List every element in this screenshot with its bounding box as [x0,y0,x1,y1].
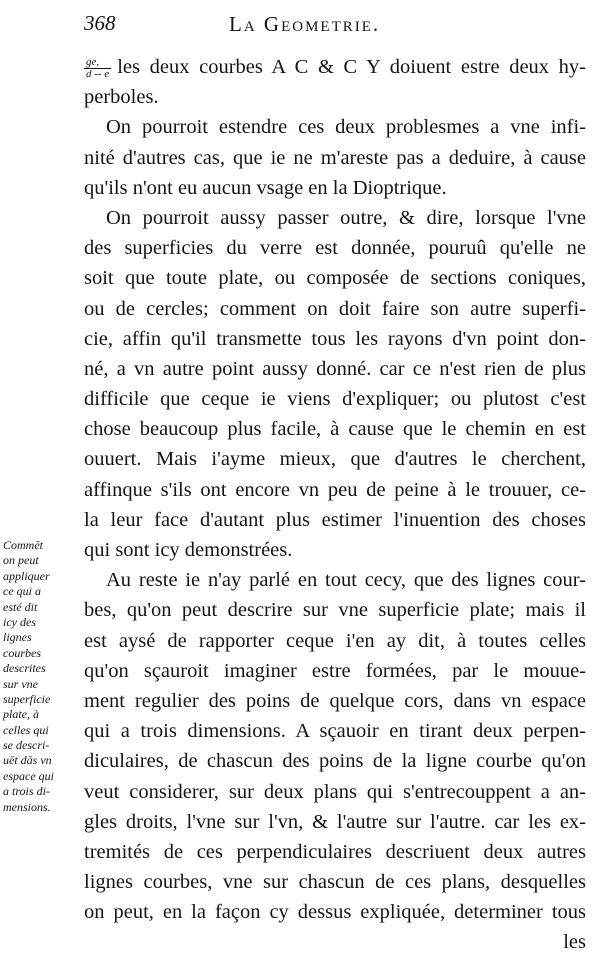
body-text [84,52,586,958]
page-number: 368 [84,11,116,35]
page-header [84,11,584,39]
text-line: nité d'autres cas, que ie ne m'areste pas a deduire, à cause [84,146,586,169]
text-line: est aysé de rapporter ceque i'en ay dit, à toutes celles [84,629,586,652]
margin-note-line: celles qui [3,722,49,737]
text-line: bes, qu'on peut descrire sur vne superficie plate; mais il [84,599,586,622]
margin-note-line: lignes [3,630,32,645]
text-line: ou de cercles; comment on doit faire son autre superfi- [84,297,586,320]
text-line: lignes courbes, vne sur chascun de ces plans, desquelles [84,871,586,894]
text-line: gles droits, l'vne sur l'vn, & l'autre sur l'autre. car les ex- [84,810,586,833]
margin-note-line: Commēt [3,538,43,552]
text-line: des superficies du verre est donnée, pouruû qu'elle ne [84,237,586,260]
margin-note-line: esté dit [3,599,38,614]
text-line: ment regulier des poins de quelque cors, dans vn espace [84,689,586,712]
margin-note-line: sur vne [3,676,38,691]
formula-numerator: ge, [84,57,111,69]
text-line: difficile que ceque ie viens d'expliquer; ou plutost c'est [84,388,586,411]
margin-note-line: plate, à [3,707,39,722]
margin-note-line: icy des [3,614,36,629]
text-line: né, a vn autre point aussy donné. car ce n'est rien de plus [84,357,586,380]
text-line: tremités de ces perpendiculaires descriuent deux autres [84,840,586,863]
text-line: chose beaucoup plus facile, à cause que le chemin en est [84,418,586,441]
margin-note-line: a trois di- [3,784,50,799]
text-line-content: les deux courbes A C & C Y doiuent estre deux hy- [117,56,586,78]
margin-note-line: uēt dās vn [3,753,52,768]
formula-fraction [84,57,111,80]
text-line: ouuert. Mais i'ayme mieux, que d'autres le cherchent, [84,448,586,471]
margin-note-line: courbes [3,645,41,660]
text-line: qui a trois dimensions. A sçauoir en tirant deux perpen- [84,720,586,743]
text-line: cie, affin qu'il transmette tous les rayons d'vn point don- [84,327,586,350]
text-line: veut considerer, sur deux plans qui s'entrecouppent a an- [84,780,586,803]
formula-denominator: d -- e [86,67,110,80]
margin-note-line: descrites [3,661,46,676]
text-line: On pourroit aussy passer outre, & dire, lorsque l'vne [106,206,586,229]
text-line: affinque s'ils ont encore vn peu de peine à le trouuer, ce- [84,478,586,501]
text-line: diculaires, de chascun des poins de la ligne courbe qu'on [84,750,586,773]
margin-note-line: appliquer [3,568,50,583]
text-line: perboles. [84,86,159,109]
margin-note-line: mensions. [3,799,51,814]
margin-note-line: espace qui [3,768,54,783]
text-line: soit que toute plate, ou composée de sections coniques, [84,267,586,290]
text-line: Au reste ie n'ay parlé en tout cecy, que des lignes cour- [106,569,586,592]
margin-note-line: on peut [3,553,39,568]
text-line: on peut, en la façon cy dessus expliquée, determiner tous [84,901,586,924]
text-line: qu'ils n'ont eu aucun vsage en la Dioptrique. [84,176,447,199]
text-line: On pourroit estendre ces deux problesmes a vne infi- [106,116,586,139]
margin-note-line: se descri- [3,738,50,753]
margin-note-line: superficie [3,691,51,706]
catchword: les [563,931,586,954]
text-line: qu'on sçauroit imaginer estre formées, par le mouue- [84,659,586,682]
running-title: La Geometrie. [229,12,381,36]
margin-note [3,538,83,815]
text-line: la leur face d'autant plus estimer l'inuention des choses [84,508,586,531]
text-line [84,52,586,82]
text-line: qui sont icy demonstrées. [84,539,293,561]
margin-note-line: ce qui a [3,584,41,599]
